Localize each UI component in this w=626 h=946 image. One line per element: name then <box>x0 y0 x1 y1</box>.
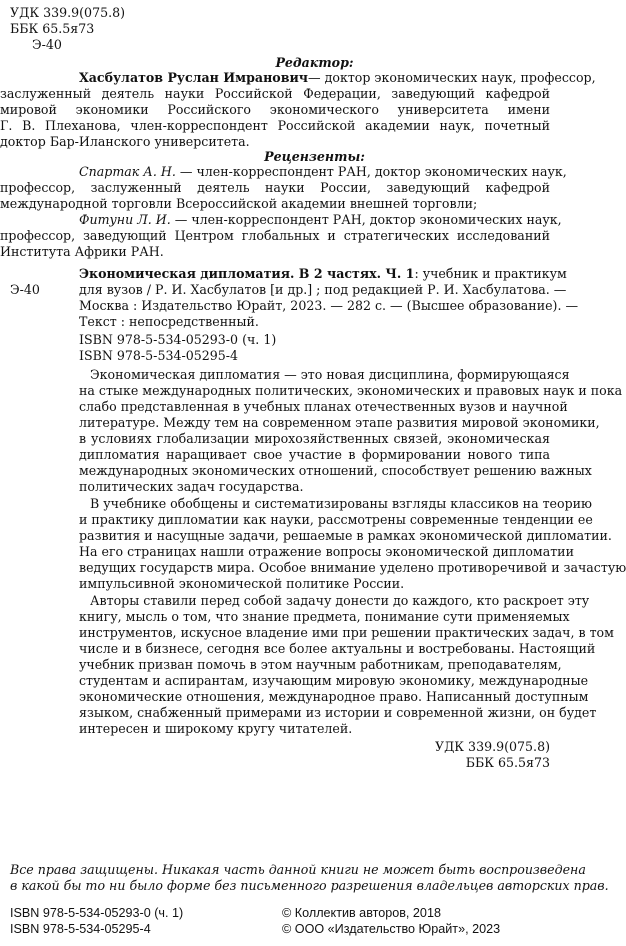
editor-line-1: Хасбулатов Руслан Имранович— доктор экономических наук, профессор, <box>79 70 596 85</box>
abstract-p1-line-2: на стыке международных политических, экономических и правовых наук и пока <box>79 383 623 398</box>
abstract-p2-line-3: развития и насущные задачи, решаемые в рамках экономической дипломатии. <box>79 528 612 543</box>
reviewer-2-line-2: профессор, заведующий Центром глобальных и стратегических исследований <box>0 228 550 243</box>
reviewer-1-name: Спартак А. Н. <box>79 164 176 179</box>
abstract-p1-line-5: в условиях глобализации мирохозяйственных связей, экономическая <box>79 431 550 446</box>
abstract-p3-line-1: Авторы ставили перед собой задачу донести до каждого, кто раскроет эту <box>90 593 590 608</box>
reviewer-1-line-2: профессор, заслуженный деятель науки России, заведующий кафедрой <box>0 180 550 195</box>
reviewers-heading: Рецензенты: <box>264 149 365 164</box>
abstract-p1-line-8: политических задач государства. <box>79 479 304 494</box>
biblio-isbn-2: ISBN 978-5-534-05295-4 <box>79 348 239 363</box>
header-author-mark: Э-40 <box>32 37 62 52</box>
rights-line-1: Все права защищены. Никакая часть данной книги не может быть воспроизведена <box>10 862 586 877</box>
abstract-p3-line-3: инструментов, искусное владение ими при решении практических задач, в том <box>79 625 614 640</box>
footer-copyright-1: © Коллектив авторов, 2018 <box>282 906 441 920</box>
abstract-p3-line-5: учебник призван помочь в этом научным работникам, преподавателям, <box>79 657 562 672</box>
biblio-isbn-1: ISBN 978-5-534-05293-0 (ч. 1) <box>79 332 277 347</box>
abstract-p2-line-1: В учебнике обобщены и систематизированы взгляды классиков на теорию <box>90 496 592 511</box>
reviewer-2-name: Фитуни Л. И. <box>79 212 171 227</box>
abstract-p2-line-6: импульсивной экономической политике России. <box>79 576 405 591</box>
reviewer-1-line-1: Спартак А. Н. — член-корреспондент РАН, доктор экономических наук, <box>79 164 567 179</box>
header-bbk: ББК 65.5я73 <box>10 21 95 36</box>
abstract-p1-line-6: дипломатия наращивает свое участие в формировании нового типа <box>79 447 550 462</box>
reviewer-2-line-1: Фитуни Л. И. — член-корреспондент РАН, доктор экономических наук, <box>79 212 562 227</box>
biblio-line-4: Текст : непосредственный. <box>79 314 259 329</box>
abstract-p2-line-5: ведущих государств мира. Особое внимание уделено противоречивой и зачастую <box>79 560 626 575</box>
biblio-line-2: для вузов / Р. И. Хасбулатов [и др.] ; под редакцией Р. И. Хасбулатова. — <box>79 282 567 297</box>
rights-line-2: в какой бы то ни было форме без письменного разрешения владельцев авторских прав. <box>10 878 609 893</box>
abstract-p3-line-9: интересен и широкому кругу читателей. <box>79 721 353 736</box>
book-title: Экономическая дипломатия. В 2 частях. Ч. 1 <box>79 266 415 281</box>
closing-bbk: ББК 65.5я73 <box>465 755 550 770</box>
footer-isbn-2: ISBN 978-5-534-05295-4 <box>10 922 151 936</box>
biblio-line-3: Москва : Издательство Юрайт, 2023. — 282 с. — (Высшее образование). — <box>79 298 579 313</box>
editor-name: Хасбулатов Руслан Имранович <box>79 70 309 85</box>
reviewer-2-line-3: Института Африки РАН. <box>0 244 164 259</box>
editor-heading: Редактор: <box>275 55 354 70</box>
abstract-p2-line-2: и практику дипломатии как науки, рассмотрены современные тенденции ее <box>79 512 593 527</box>
footer-isbn-1: ISBN 978-5-534-05293-0 (ч. 1) <box>10 906 184 920</box>
editor-line-3: мировой экономики Российского экономического университета имени <box>0 102 550 117</box>
abstract-p3-line-7: экономические отношения, международное право. Написанный доступным <box>79 689 589 704</box>
biblio-margin-mark: Э-40 <box>10 282 40 297</box>
abstract-p1-line-4: литературе. Между тем на современном этапе развития мировой экономики, <box>79 415 600 430</box>
abstract-p1-line-1: Экономическая дипломатия — это новая дисциплина, формирующаяся <box>90 367 570 382</box>
abstract-p3-line-2: книгу, мысль о том, что знание предмета, понимание сути применяемых <box>79 609 570 624</box>
abstract-p3-line-8: языком, снабженный примерами из истории и современной жизни, он будет <box>79 705 597 720</box>
abstract-p3-line-6: студентам и аспирантам, изучающим мировую экономику, международные <box>79 673 589 688</box>
header-udk: УДК 339.9(075.8) <box>10 5 126 20</box>
editor-line-2: заслуженный деятель науки Российской Федерации, заведующий кафедрой <box>0 86 550 101</box>
reviewer-1-line-3: международной торговли Всероссийской академии внешней торговли; <box>0 196 478 211</box>
abstract-p3-line-4: числе и в бизнесе, сегодня все более актуальны и востребованы. Настоящий <box>79 641 596 656</box>
abstract-p2-line-4: На его страницах нашли отражение вопросы экономической дипломатии <box>79 544 574 559</box>
abstract-p1-line-7: международных экономических отношений, способствует решению важных <box>79 463 592 478</box>
abstract-p1-line-3: слабо представленная в учебных планах отечественных вузов и научной <box>79 399 568 414</box>
editor-line-4: Г. В. Плеханова, член-корреспондент Российской академии наук, почетный <box>0 118 550 133</box>
footer-copyright-2: © ООО «Издательство Юрайт», 2023 <box>282 922 501 936</box>
biblio-line-1: Экономическая дипломатия. В 2 частях. Ч. 1: учебник и практикум <box>79 266 567 281</box>
editor-line-5: доктор Бар-Иланского университета. <box>0 134 250 149</box>
closing-udk: УДК 339.9(075.8) <box>434 739 550 754</box>
